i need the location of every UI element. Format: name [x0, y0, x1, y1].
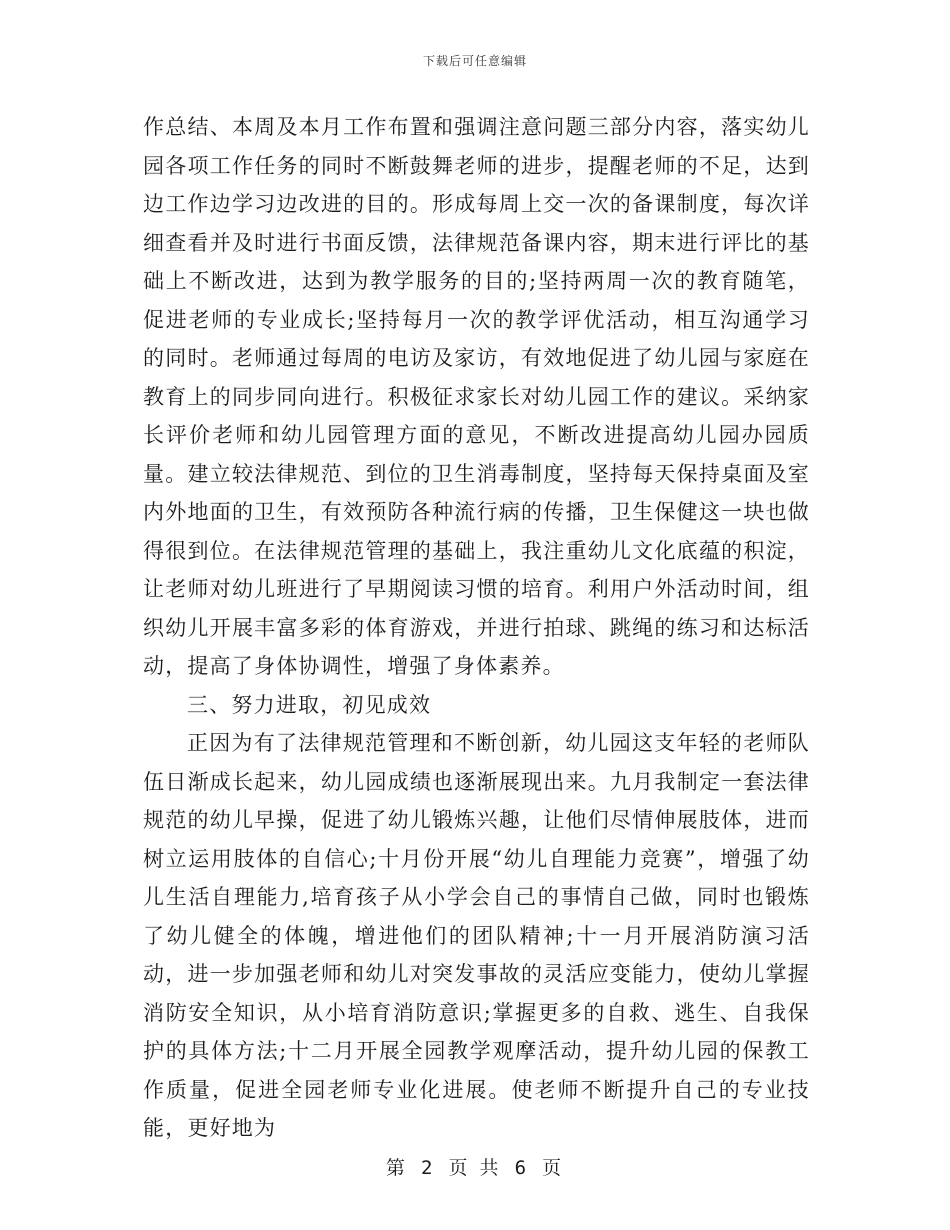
- document-body: [143, 108, 810, 1148]
- footer-suffix: 页: [542, 1157, 565, 1179]
- page-header: 下载后可任意编辑: [422, 54, 527, 68]
- footer-prefix: 第: [385, 1157, 408, 1179]
- section-heading: 三、努力进取，初见成效: [187, 692, 432, 717]
- total-page-number: 6: [514, 1157, 530, 1179]
- body-paragraph-2: 正因为有了法律规范管理和不断创新，幼儿园这支年轻的老师队伍日渐成长起来，幼儿园成绩也逐渐展现出来。九月我制定一套法律规范的幼儿早操，促进了幼儿锻炼兴趣，让他们尽情伸展肢体，进而树立运用肢体的自信心;十月份开展“幼儿自理能力竞赛”，增强了幼儿生活自理能力,培育孩子从小学会自己的事情自己做，同时也锻炼了幼儿健全的体魄，增进他们的团队精神;十一月开展消防演习活动，进一步加强老师和幼儿对突发事故的灵活应变能力，使幼儿掌握消防安全知识，从小培育消防意识;掌握更多的自救、逃生、自我保护的具体方法;十二月开展全园教学观摩活动，提升幼儿园的保教工作质量，促进全园老师专业化进展。使老师不断提升自己的专业技能，更好地为: [143, 731, 810, 1140]
- footer-middle: 页 共: [448, 1157, 502, 1179]
- current-page-number: 2: [420, 1157, 436, 1179]
- page-footer: [0, 1153, 950, 1180]
- body-paragraph-1: 作总结、本周及本月工作布置和强调注意问题三部分内容，落实幼儿园各项工作任务的同时不断鼓舞老师的进步，提醒老师的不足，达到边工作边学习边改进的目的。形成每周上交一次的备课制度，每次详细查看并及时进行书面反馈，法律规范备课内容，期末进行评比的基础上不断改进，达到为教学服务的目的;坚持两周一次的教育随笔，促进老师的专业成长;坚持每月一次的教学评优活动，相互沟通学习的同时。老师通过每周的电访及家访，有效地促进了幼儿园与家庭在教育上的同步同向进行。积极征求家长对幼儿园工作的建议。采纳家长评价老师和幼儿园管理方面的意见，不断改进提高幼儿园办园质量。建立较法律规范、到位的卫生消毒制度，坚持每天保持桌面及室内外地面的卫生，有效预防各种流行病的传播，卫生保健这一块也做得很到位。在法律规范管理的基础上，我注重幼儿文化底蕴的积淀，让老师对幼儿班进行了早期阅读习惯的培育。利用户外活动时间，组织幼儿开展丰富多彩的体育游戏，并进行拍球、跳绳的练习和达标活动，提高了身体协调性，增强了身体素养。: [143, 115, 810, 678]
